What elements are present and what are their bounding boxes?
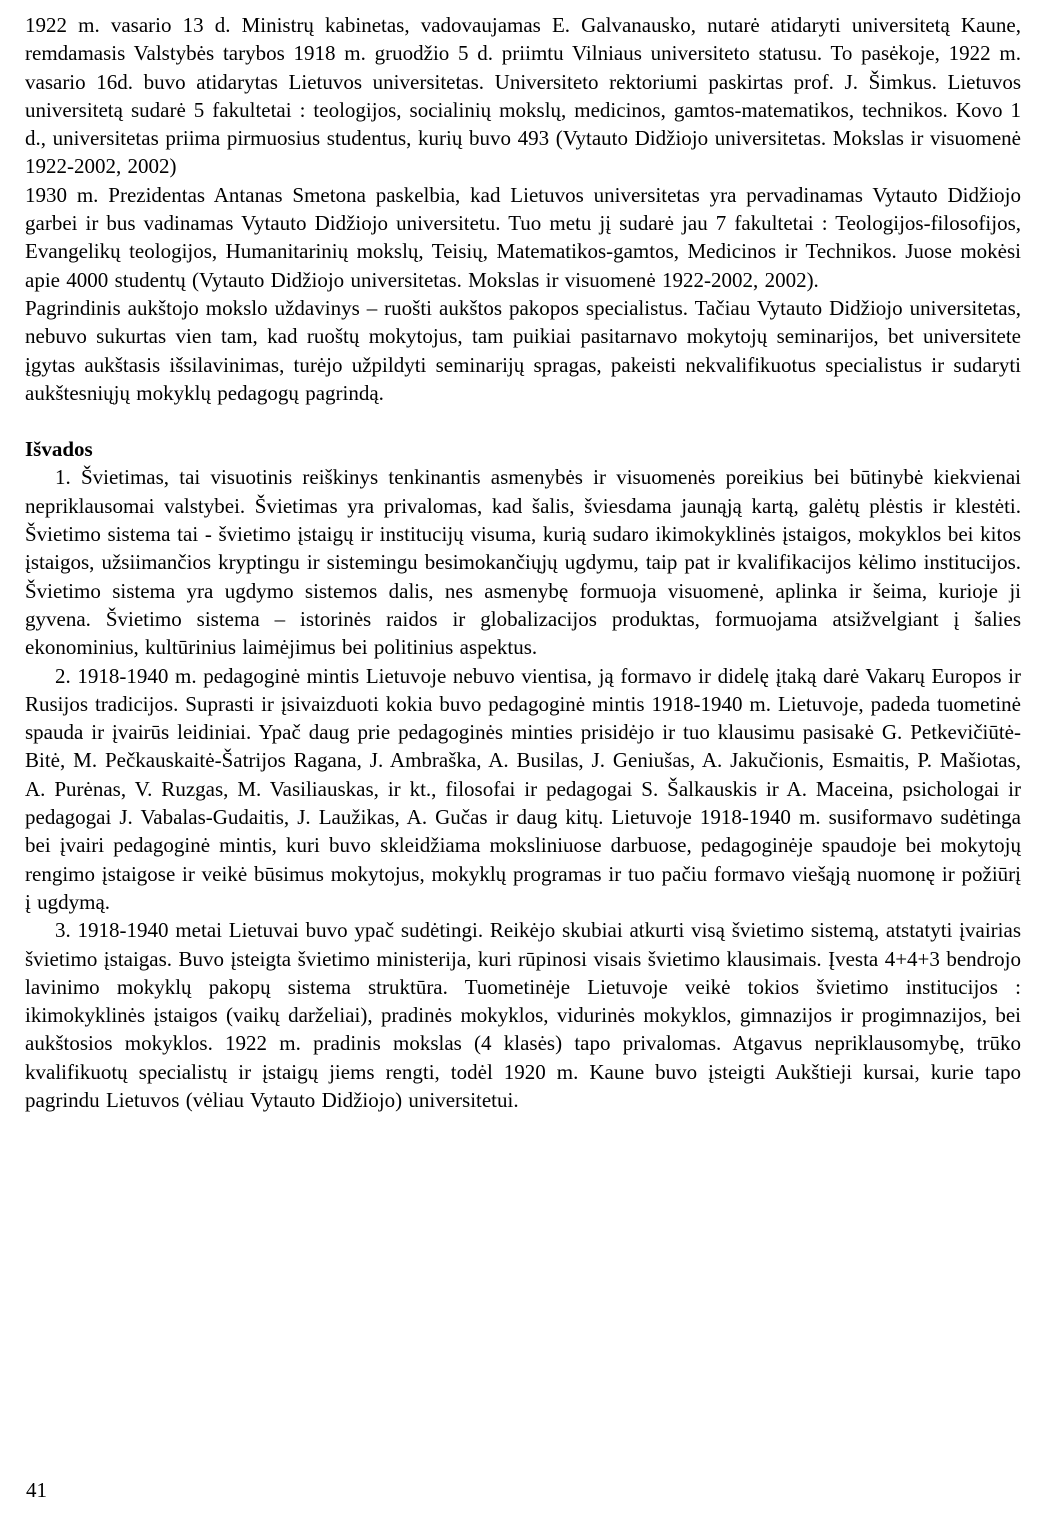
conclusion-item-2: 2. 1918-1940 m. pedagoginė mintis Lietuvoje nebuvo vientisa, ją formavo ir didelę įtaką darė Vakarų Europos ir Rusijos tradicijos. Suprasti ir įsivaizduoti kokia buvo pedagoginė mintis 1918-1940 m. Lietuvoje, padeda tuometinė spauda ir įvairūs leidiniai. Ypač daug prie pedagoginės minties prisidėjo ir tuo klausimu pasisakė G. Petkevičiūtė-Bitė, M. Pečkauskaitė-Šatrijos Ragana, J. Ambraška, A. Busilas, J. Geniušas, A. Jakučionis, Esmaitis, P. Mašiotas, A. Purėnas, V. Ruzgas, M. Vasiliauskas, ir kt., filosofai ir pedagogai S. Šalkauskis ir A. Maceina, psichologai ir pedagogai J. Vabalas-Gudaitis, J. Laužikas, A. Gučas ir daug kitų. Lietuvoje 1918-1940 m. susiformavo sudėtinga bei įvairi pedagoginė mintis, kuri buvo skleidžiama moksliniuose darbuose, pedagoginėje spaudoje bei mokytojų rengimo įstaigose ir veikė būsimus mokytojus, mokyklų programas ir tuo pačiu formavo viešąją nuomonę ir požiūrį į ugdymą.: [25, 663, 1021, 914]
blank-line-spacer: [25, 407, 1021, 435]
section-heading-isvados: Išvados: [25, 437, 93, 462]
paragraph-renaming-1930: 1930 m. Prezidentas Antanas Smetona paskelbia, kad Lietuvos universitetas yra pervadinamas Vytauto Didžiojo garbei ir bus vadinamas Vytauto Didžiojo universitetu. Tuo metu jį sudarė jau 7 fakultetai : Teologijos-filosofijos, Evangelikų teologijos, Humanitarinių mokslų, Teisių, Matematikos-gamtos, Medicinos ir Technikos. Juose mokėsi apie 4000 studentų (Vytauto Didžiojo universitetas. Mokslas ir visuomenė 1922-2002, 2002).: [25, 182, 1021, 292]
conclusion-item-3: 3. 1918-1940 metai Lietuvai buvo ypač sudėtingi. Reikėjo skubiai atkurti visą švietimo sistemą, atstatyti įvairias švietimo įstaigas. Buvo įsteigta švietimo ministerija, kuri rūpinosi visais švietimo klausimais. Įvesta 4+4+3 bendrojo lavinimo mokyklų pakopų sistema struktūra. Tuometinėje Lietuvoje veikė tokios švietimo institucijos : ikimokyklinės įstaigos (vaikų darželiai), pradinės mokyklos, vidurinės mokyklos, gimnazijos ir progimnazijos, bei aukštosios mokyklos. 1922 m. pradinis mokslas (4 klasės) tapo privalomas. Atgavus nepriklausomybę, trūko kvalifikuotų specialistų ir įstaigų jiems rengti, todėl 1920 m. Kaune buvo įsteigti Aukštieji kursai, kurie tapo pagrindu Lietuvos (vėliau Vytauto Didžiojo) universitetui.: [25, 918, 1021, 1112]
conclusion-item-1: 1. Švietimas, tai visuotinis reiškinys tenkinantis asmenybės ir visuomenės poreikius bei būtinybė kiekvienai nepriklausomai valstybei. Švietimas yra privalomas, kad šalis, šviesdama jaunąją kartą, galėtų plėstis ir klestėti. Švietimo sistema tai - švietimo įstaigų ir institucijų visuma, kurią sudaro ikimokyklinės įstaigos, mokyklos bei kitos įstaigos, užsiimančios kryptingu ir sistemingu besimokančiųjų ugdymu, taip pat ir kvalifikacijos kėlimo institucijos. Švietimo sistema yra ugdymo sistemos dalis, nes asmenybę formuoja visuomenė, aplinka ir šeima, kurioje ji gyvena. Švietimo sistema – istorinės raidos ir globalizacijos produktas, formuojama atsižvelgiant į šalies ekonominius, kultūrinius laimėjimus bei politinius aspektus.: [25, 465, 1021, 660]
document-page: [25, 11, 1021, 1114]
page-number: 41: [26, 1478, 47, 1502]
paragraph-university-founding-1922: 1922 m. vasario 13 d. Ministrų kabinetas, vadovaujamas E. Galvanausko, nutarė atidaryti universitetą Kaune, remdamasis Valstybės tarybos 1918 m. gruodžio 5 d. priimtu Vilniaus universiteto statusu. To pasėkoje, 1922 m. vasario 16d. buvo atidarytas Lietuvos universitetas. Universiteto rektoriumi paskirtas prof. J. Šimkus. Lietuvos universitetą sudarė 5 fakultetai : teologijos, socialinių mokslų, medicinos, gamtos-matematikos, technikos. Kovo 1 d., universitetas priima pirmuosius studentus, kurių buvo 493 (Vytauto Didžiojo universitetas. Mokslas ir visuomenė 1922-2002, 2002): [25, 13, 1021, 179]
paragraph-higher-education-purpose: Pagrindinis aukštojo mokslo uždavinys – ruošti aukštos pakopos specialistus. Tačiau Vytauto Didžiojo universitetas, nebuvo sukurtas vien tam, kad ruoštų mokytojus, tam puikiai pasitarnavo mokytojų seminarijos, bet universitete įgytas aukštasis išsilavinimas, turėjo užpildyti seminarijų spragas, pakeisti nekvalifikuotus specialistus ir sudaryti aukštesniųjų mokyklų pedagogų pagrindą.: [25, 295, 1021, 405]
